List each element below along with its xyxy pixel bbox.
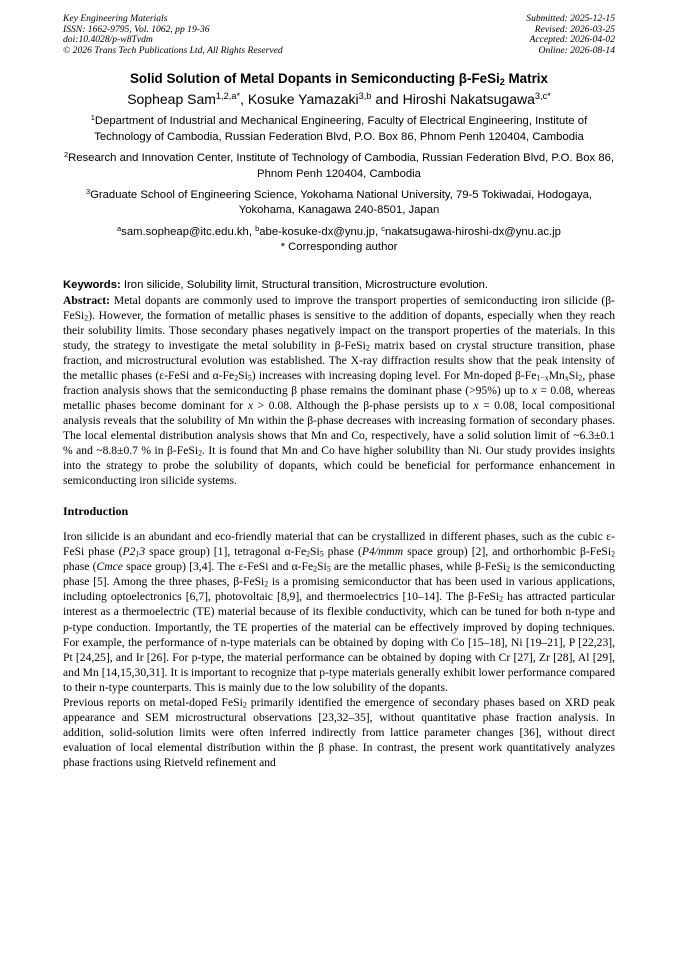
intro-text: space group) [2], and orthorhombic β-FeSi [403, 545, 612, 559]
submitted-date: Submitted: 2025-12-15 [526, 13, 615, 24]
abstract-sub: 2 [84, 313, 89, 323]
email-a[interactable]: sam.sopheap@itc.edu.kh, [121, 225, 256, 238]
keywords [63, 278, 615, 293]
email-c[interactable]: nakatsugawa-hiroshi-dx@ynu.ac.jp [384, 225, 561, 238]
email-c-sup: c [381, 223, 385, 233]
abstract-sub: x [564, 373, 569, 383]
abstract-sub: 2 [198, 448, 203, 458]
title-main: Solid Solution of Metal Dopants in Semiconducting β-FeSi [130, 71, 500, 87]
online-date: Online: 2026-08-14 [538, 44, 615, 56]
abstract-sub: 2 [365, 343, 370, 353]
author-1: Sopheap Sam [127, 91, 216, 108]
abstract-text: Si [568, 368, 579, 382]
intro-text: are the metallic phases, while β-FeSi [330, 560, 507, 574]
section-heading-introduction: Introduction [63, 504, 129, 519]
intro-text: space group) [1], tetragonal α-Fe [145, 545, 307, 559]
affiliation-2-sup: 2 [63, 150, 69, 160]
doi-link[interactable]: doi:10.4028/p-w8Tvdm [63, 34, 153, 46]
space-group-sub: 1 [135, 549, 140, 559]
intro-text: is a promising semiconductor that has been used in various applications, including optoelectronics [6,7], photovoltaic [8,9], and thermoelectrics [10–14]. The β-FeSi [63, 575, 615, 604]
abstract-sub: 5 [247, 373, 252, 383]
author-3: Hiroshi Nakatsugawa [402, 91, 535, 108]
intro-text: phase ( [63, 560, 97, 574]
affiliation-1-sup: 1 [90, 113, 95, 123]
space-group-part: P2 [122, 545, 136, 559]
intro-sub: 5 [326, 564, 331, 574]
title-subscript: 2 [499, 77, 505, 88]
email-list [63, 225, 615, 240]
intro-text: has attracted particular interest as a thermoelectric (TE) material because of its flexible conductivity, which can be tuned for both n-type and p-type conduction. Importantly, the TE properties of the material can be effectively improved by doping techniques. For example, the performance of n-type materials can be obtained by doping with Co [15–18], Ni [19–21], P [22,23], Pt [24,25], and Ir [26]. For p-type, the material performance can be obtained by doping with Cr [27], Zr [28], Al [29], and Mn [14,15,30,31]. It is important to recognize that p-type materials generally exhibit lower performance compared to their n-type counterparts. This is mainly due to the low solubility of the dopants. [63, 590, 615, 694]
journal-name: Key Engineering Materials [63, 13, 168, 24]
intro-text: space group) [3,4]. The ε-FeSi and α-Fe [122, 560, 314, 574]
intro-sub: 2 [506, 564, 511, 574]
abstract-text: Si [238, 368, 248, 382]
abstract-text: Metal dopants are commonly used to improve the transport properties of semiconducting iron silicide (β-FeSi [63, 293, 615, 322]
abstract-text: > 0.08. Although the β-phase persists up to [252, 398, 474, 412]
corresponding-author-note: * Corresponding author [280, 241, 398, 254]
email-a-sup: a [117, 223, 122, 233]
issn: ISSN: 1662-9795, Vol. 1062, pp 19-36 [63, 23, 210, 35]
header-right [526, 14, 615, 56]
keywords-label: Keywords: [63, 278, 121, 291]
introduction-paragraph-1 [63, 529, 615, 695]
intro-sub: 2 [499, 594, 503, 604]
email-b-sup: b [255, 223, 260, 233]
author-sep-2: and [371, 91, 403, 108]
intro-text: Si [317, 560, 327, 574]
abstract-var: x [473, 398, 479, 412]
revised-date: Revised: 2026-03-25 [534, 23, 615, 35]
abstract-text: , phase fraction analysis shows that the semiconducting β phase remains the dominant phase (>95%) up to [63, 368, 615, 397]
intro-sub: 2 [611, 549, 616, 559]
intro-text: primarily identified the emergence of secondary phases based on XRD peak appearance and SEM microstructural observations [23,32–35], without quantitative phase fraction analysis. In addition, solid-solution limits were often inferred indirectly from lattice parameter changes [36], without direct evaluation of local elemental distribution within the β phase. In contrast, the present work quantitatively analyzes phase fractions using Rietveld refinement and [63, 695, 616, 769]
intro-text: Previous reports on metal-doped FeSi [63, 695, 243, 709]
title-tail: Matrix [504, 71, 548, 87]
author-list [63, 90, 615, 108]
abstract-text: ) increases with increasing doping level. For Mn-doped β-Fe [251, 368, 537, 382]
intro-text: phase ( [323, 545, 362, 559]
space-group [123, 545, 146, 558]
intro-sub: 2 [306, 549, 311, 559]
intro-text: Si [310, 545, 320, 559]
affiliation-3-sup: 3 [85, 186, 91, 196]
email-b[interactable]: abe-kosuke-dx@ynu.jp, [259, 225, 382, 238]
intro-sub: 2 [264, 579, 269, 589]
abstract-sub: 2 [234, 373, 239, 383]
abstract-var: x [247, 398, 253, 412]
abstract-text: ). However, the formation of metallic phases is sensitive to the addition of dopants, especially when they reach their solubility limits. Those secondary phases negatively impact on the transport properties of the materials. In this study, the strategy to investigate the metal solubility in β-FeSi [63, 308, 615, 352]
author-3-sup: 3,c* [534, 91, 551, 102]
intro-sub: 2 [242, 700, 247, 710]
author-sep-1: , [240, 91, 248, 108]
abstract-text: = 0.08, local compositional analysis reveals that the solubility of Mn within the β-phase decreases with increasing formation of secondary phases. The local elemental distribution analysis shows that Mn and Co, respectively, have a solid solution limit of ~6.3±0.1 % and ~8.8±0.7 % in β-FeSi [63, 398, 615, 458]
space-group: Cmce [96, 560, 123, 574]
keywords-text: Iron silicide, Solubility limit, Structural transition, Microstructure evolution. [120, 278, 489, 291]
affiliation-2 [63, 151, 615, 182]
intro-text: Iron silicide is an abundant and eco-friendly material that can be crystallized in different phases, such as the cubic ε-FeSi phase ( [63, 530, 615, 559]
affiliation-3-text: Graduate School of Engineering Science, Yokohama National University, 79-5 Tokiwadai, Hodogaya, Yokohama, Kanagawa 240-8501, Japan [90, 189, 593, 217]
abstract-text: matrix based on crystal structure transition, phase fraction, and microstructural evolution was established. The X-ray diffraction results show that the peak intensity of the metallic phases (ε-FeSi and α-Fe [63, 338, 615, 382]
author-2-sup: 3,b [358, 91, 372, 102]
space-group: P4/mmm [361, 545, 404, 559]
abstract-text: . It is found that Mn and Co have higher solubility than Ni. Our study provides insights into the strategy to probe the solubility of dopants, which could be beneficial for performance enhancement in semiconducting iron silicide systems. [63, 444, 615, 488]
affiliation-3 [63, 188, 615, 219]
journal-header [63, 14, 615, 56]
accepted-date: Accepted: 2026-04-02 [529, 34, 615, 46]
abstract-sub: 1−x [536, 373, 549, 383]
abstract-var: x [531, 383, 537, 397]
paper-title [63, 71, 615, 87]
author-2: Kosuke Yamazaki [247, 91, 359, 108]
header-left [63, 14, 283, 56]
intro-sub: 2 [313, 564, 318, 574]
space-group-part: 3 [139, 545, 146, 559]
affiliation-1-text: Department of Industrial and Mechanical Engineering, Faculty of Electrical Engineering, Institute of Technology of Cambodia, Russian Federation Blvd, P.O. Box 86, Phnom Penh 120404, Cambodia [94, 115, 588, 143]
author-1-sup: 1,2,a* [215, 91, 241, 102]
abstract-text: Mn [548, 368, 565, 382]
abstract-label: Abstract: [63, 293, 111, 307]
intro-sub: 5 [319, 549, 324, 559]
abstract [63, 293, 615, 489]
abstract-text: = 0.08, whereas metallic phases become dominant for [63, 383, 615, 412]
intro-text: is the semiconducting phase [5]. Among the three phases, β-FeSi [63, 560, 615, 589]
abstract-sub: 2 [578, 373, 583, 383]
introduction-paragraph-2 [63, 695, 615, 770]
affiliation-2-text: Research and Innovation Center, Institute of Technology of Cambodia, Russian Federation Blvd, P.O. Box 86, Phnom Penh 120404, Cambodia [68, 152, 615, 180]
affiliation-1 [63, 114, 615, 145]
copyright: © 2026 Trans Tech Publications Ltd, All Rights Reserved [63, 44, 283, 56]
